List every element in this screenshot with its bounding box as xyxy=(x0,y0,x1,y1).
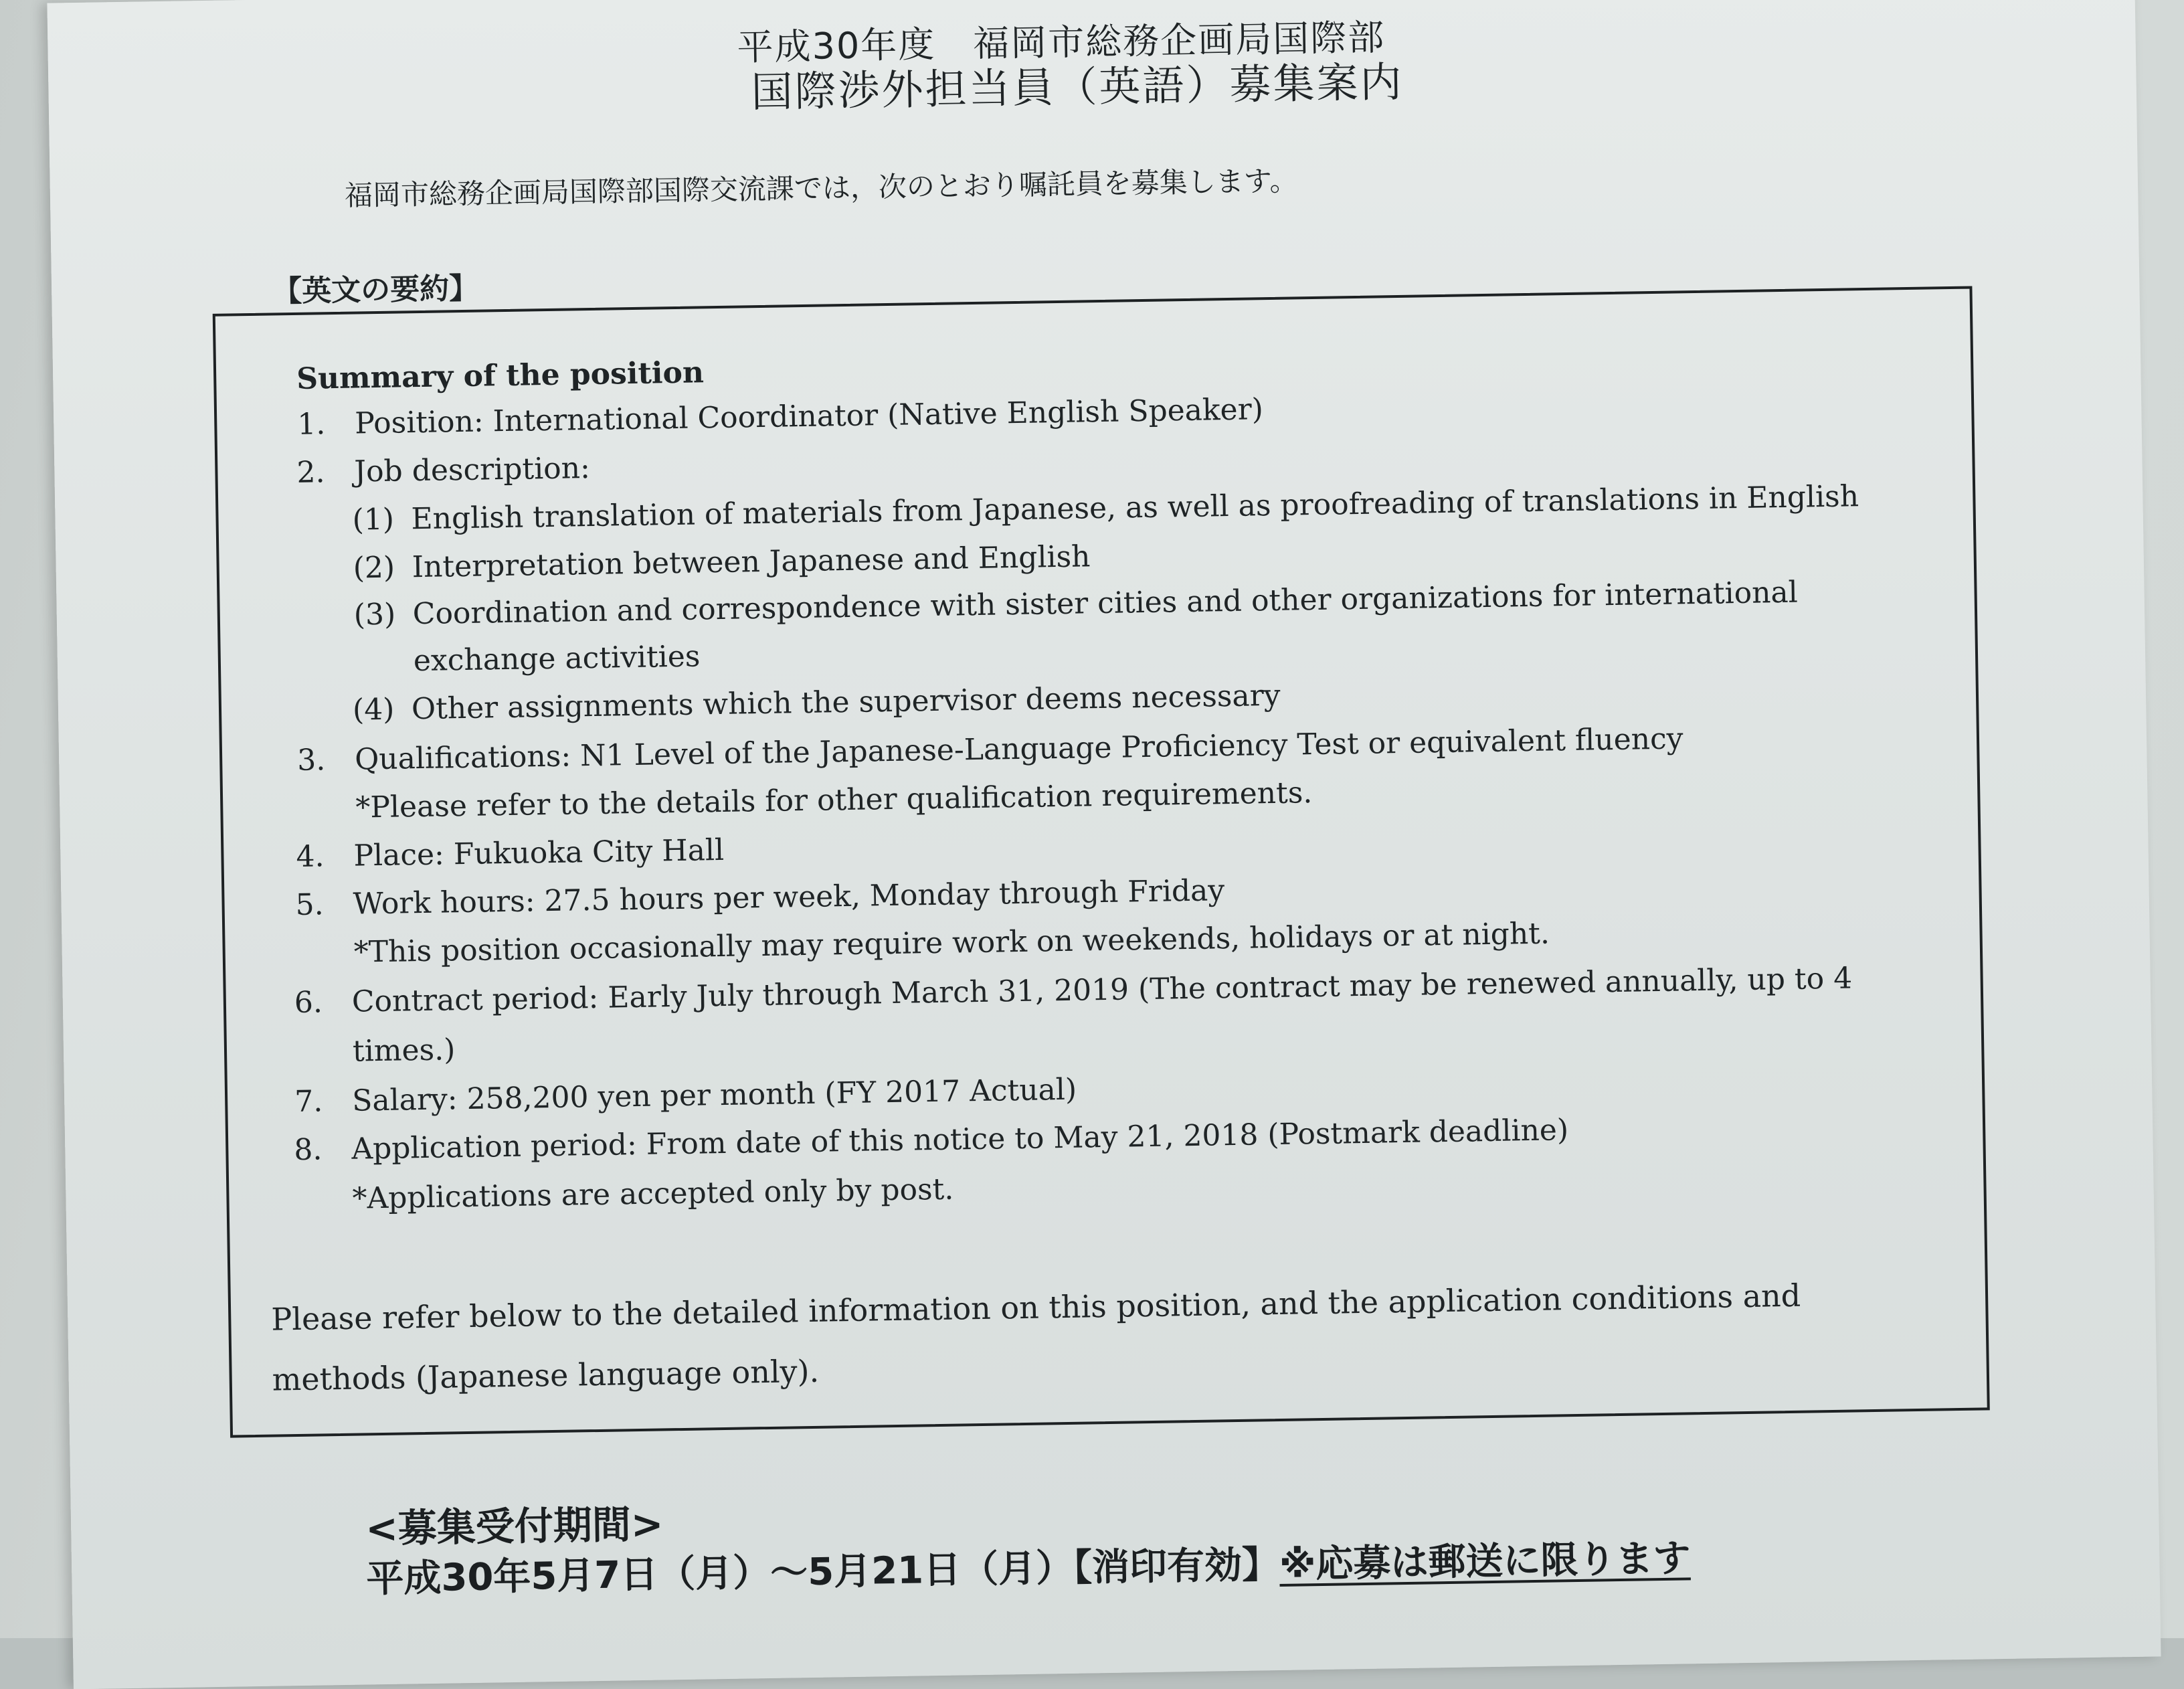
subitem-text: exchange activities xyxy=(413,639,701,679)
item-text: Application period: From date of this notice to May 21, 2018 (Postmark deadline) xyxy=(351,1113,1569,1166)
item-number: 8. xyxy=(293,1132,323,1168)
document-sheet xyxy=(47,0,2161,1689)
summary-title: Summary of the position xyxy=(296,355,705,396)
header-title: 国際渉外担当員（英語）募集案内 xyxy=(751,57,1404,117)
item-text: Contract period: Early July through March 31, 2019 (The contract may be renewed annually, up to 4 xyxy=(351,961,1853,1019)
application-note: *Applications are accepted only by post. xyxy=(352,1172,954,1216)
subitem-number: (3) xyxy=(353,597,396,632)
section-label: 【英文の要約】 xyxy=(272,271,479,309)
application-period-label: <募集受付期間> xyxy=(365,1501,664,1552)
intro-text: 福岡市総務企画局国際部国際交流課では，次のとおり嘱託員を募集します。 xyxy=(344,164,1298,212)
subitem-number: (1) xyxy=(352,502,395,537)
item-number: 7. xyxy=(294,1084,323,1120)
item-text: Place: Fukuoka City Hall xyxy=(353,832,725,873)
subitem-number: (2) xyxy=(353,550,395,586)
item-text: Salary: 258,200 yen per month (FY 2017 Actual) xyxy=(351,1072,1077,1118)
item-number: 4. xyxy=(296,839,325,874)
item-number: 3. xyxy=(296,743,326,778)
subitem-text: Interpretation between Japanese and English xyxy=(412,539,1091,585)
item-number: 1. xyxy=(296,407,326,442)
job-subitem-4 xyxy=(353,679,1281,727)
item-text: Qualifications: N1 Level of the Japanese-Language Proficiency Test or equivalent fluency xyxy=(354,721,1683,777)
footer-note: Please refer below to the detailed information on this position, and the application conditions and methods (Japanese language only). xyxy=(270,1277,1801,1398)
item-text: Position: International Coordinator (Native English Speaker) xyxy=(354,392,1264,441)
item-number: 2. xyxy=(296,455,325,490)
item-text: Job description: xyxy=(354,451,591,489)
item-number: 5. xyxy=(295,887,324,922)
job-subitem-1 xyxy=(352,479,1859,537)
subitem-text: Other assignments which the supervisor deems necessary xyxy=(411,678,1281,727)
summary-item-4 xyxy=(296,833,724,874)
summary-item-6 xyxy=(294,961,1853,1020)
work-hours-note: *This position occasionally may require work on weekends, holidays or at night. xyxy=(353,916,1550,970)
subitem-text: English translation of materials from Japanese, as well as proofreading of translations in English xyxy=(411,479,1859,537)
item-number: 6. xyxy=(294,985,323,1020)
job-subitem-2 xyxy=(353,539,1090,585)
job-subitem-3-continued xyxy=(355,639,701,679)
summary-item-7 xyxy=(294,1073,1077,1119)
subitem-text: Coordination and correspondence with sister cities and other organizations for international xyxy=(412,575,1799,632)
summary-item-2 xyxy=(296,451,590,490)
application-post-notice: ※応募は郵送に限ります xyxy=(1279,1536,1691,1587)
summary-item-5 xyxy=(295,873,1224,922)
subitem-number: (4) xyxy=(352,692,395,727)
contract-continued: times.) xyxy=(352,1033,456,1069)
qualifications-note: *Please refer to the details for other qualification requirements. xyxy=(355,776,1313,825)
header-department: 平成30年度 福岡市総務企画局国際部 xyxy=(737,16,1386,69)
summary-item-3 xyxy=(297,721,1683,778)
summary-item-1 xyxy=(297,392,1263,442)
summary-item-8 xyxy=(294,1113,1568,1167)
item-text: Work hours: 27.5 hours per week, Monday through Friday xyxy=(353,873,1225,921)
application-period-dates: 平成30年5月7日（月）～5月21日（月）【消印有効】 xyxy=(365,1543,1280,1601)
job-subitem-3 xyxy=(353,575,1798,632)
summary-box xyxy=(213,286,1990,1438)
